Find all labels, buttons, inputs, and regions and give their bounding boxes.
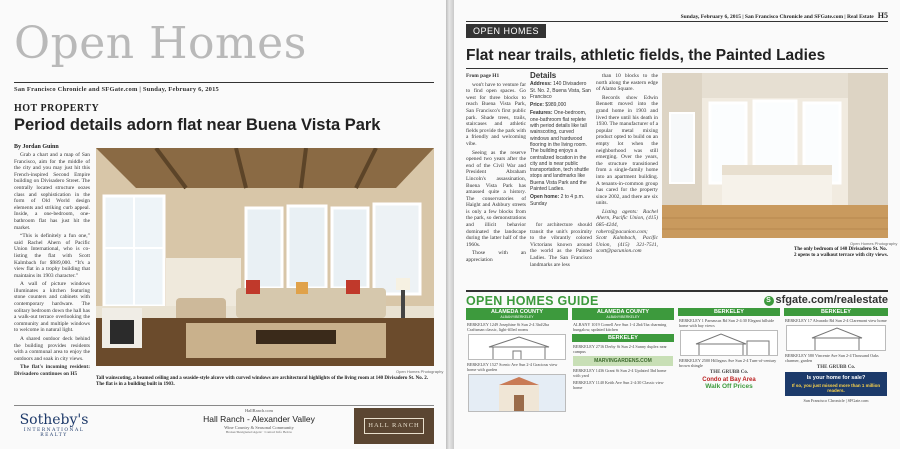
running-header-text: Sunday, February 6, 2015 | San Francisco Chronicle and SFGate.com | Real Estate <box>680 14 874 20</box>
page-gutter <box>446 0 454 449</box>
section-box: OPEN HOMES <box>466 24 546 38</box>
listing-item: BERKELEY 1 Parnassus Rd Sun 2-4:30 Elegant hillside home with bay views <box>679 318 775 328</box>
listing-column <box>678 308 780 449</box>
masthead-rule <box>14 82 434 83</box>
listings-grid <box>466 308 888 449</box>
bedroom-photo <box>662 73 888 238</box>
right-page <box>454 0 900 449</box>
section-title: Open Homes <box>14 18 307 69</box>
listing-column <box>572 308 674 449</box>
jump-from: From page H1 <box>466 73 500 79</box>
hall-ranch-ad <box>174 408 344 434</box>
ad-footer: San Francisco Chronicle | SFGate.com <box>803 398 869 403</box>
condo-ad: Condo at Bay Area Walk Off Prices <box>702 377 756 390</box>
listing-item: ALBANY 1019 Cornell Ave Sun 1-4 2bd/1ba charming bungalow, updated kitchen <box>573 322 667 332</box>
running-header <box>454 8 900 20</box>
house-sketch <box>468 334 566 360</box>
article-column-1 <box>466 73 526 281</box>
paragraph: for architecture should transit the unit's proximity to the vibrantly colored Victorians known around the world as the Painted Ladies. The San Francisco landmarks are less <box>530 222 592 268</box>
living-room-photo <box>96 148 434 366</box>
details-box <box>530 73 592 223</box>
headline: Period details adorn flat near Buena Vista Park <box>14 116 381 134</box>
article-body <box>14 152 90 428</box>
house-sketch <box>786 325 886 351</box>
listing-item: BERKELEY 1436 Grant St Sun 2-4 Updated 3bd home with yard <box>573 368 667 378</box>
sothebys-logo <box>14 412 94 438</box>
header-rule <box>466 21 888 22</box>
ad-website: HallRanch.com <box>244 408 274 413</box>
listing-agents: Listing agents: Rachel Ahern, Pacific Union, (415) 685-4244, rahern@pacunion.com; Scott Kalmbach, Pacific Union, (415) 321-7511, scott@pacunion.com <box>596 208 658 255</box>
details-heading: Details <box>530 71 557 80</box>
grubb-brand: THE GRUBB Co. <box>816 365 856 370</box>
listing-item: BERKELEY 2500 Hillegass Ave Sun 2-4 Turn-of-century brown shingle <box>679 358 777 368</box>
details-open-home: Open home: 2 to 4 p.m. Sunday <box>530 194 585 207</box>
listing-item: BERKELEY 1140 Keith Ave Sun 2-4:30 Classic view home <box>573 380 664 390</box>
details-features: Features: One-bedroom, one-bathroom flat replete with period details like tall wainscoting, curved windows and hardwood flooring in the living room. The building enjoys a centralized location in the city and is near public transportation, tech shuttle stops and landmarks like Buena Vista Park and the Painted Ladies. <box>530 110 589 193</box>
county-header: ALAMEDA COUNTY ALBANY/BERKELEY <box>572 308 674 320</box>
left-page <box>0 0 446 449</box>
paragraph: A shared outdoor deck behind the building provides residents with a communal area to enjoy the outdoors and soak in city views. <box>14 336 90 362</box>
ad-subtitle: Wine Country & Seasonal Community <box>224 425 294 430</box>
building-photo <box>468 374 566 412</box>
open-homes-guide-header <box>466 290 888 306</box>
sothebys-name: Sotheby's <box>19 412 89 428</box>
photo-caption: Tall wainscoting, a beamed ceiling and a seaside-style alcove with curved windows are architectural highlights of the living room at 140 Divisadero St. No. 2. The flat is in a building built in 1903. <box>96 376 428 387</box>
details-address: Address: 140 Divisadero St. No. 2, Buena Vista, San Francisco <box>530 81 591 100</box>
headline-rule <box>466 68 888 69</box>
grubb-brand: THE GRUBB Co. <box>709 370 749 375</box>
page-number: H5 <box>877 11 888 20</box>
ad-contacts: Broker/Designated Agent · Contact Info Below <box>225 430 293 434</box>
marvin-gardens-ad: MARVINGARDENS.COM <box>573 356 673 366</box>
jump-line: The flat's incoming resident: Divisadero continues on H5 <box>14 364 90 377</box>
county-header: BERKELEY <box>678 308 780 316</box>
paragraph: “This is definitely a fun one,” said Rachel Ahern of Pacific Union International, who is co-listing the flat with Scott Kalmbach for $989,000. “It's a view flat in a trophy building that maintains its 1903 character.” <box>14 233 90 279</box>
sfgate-logo-icon: S <box>764 296 774 306</box>
hall-ranch-sign: HALL RANCH <box>364 418 424 434</box>
advertisement-row <box>14 405 434 445</box>
living-room-illustration <box>96 148 434 366</box>
listing-item: BERKELEY 1249 Josephine St Sun 2-4 3bd/2ba Craftsman classic, light-filled rooms <box>467 322 549 332</box>
paragraph: Grab a chart and a map of San Francisco, aim for the middle of the city and you may just hit this French-inspired Second Empire building on Divisadero Street. The centrally located structure oozes class and sophistication in the form of Old World design elements and striking curb appeal. Inside, a one-bedroom, one-bathroom flat has just hit the market. <box>14 152 90 231</box>
headline: Flat near trails, athletic fields, the Painted Ladies <box>466 47 826 64</box>
sothebys-sub: INTERNATIONAL REALTY <box>23 428 85 438</box>
guide-title: OPEN HOMES GUIDE <box>466 294 599 308</box>
listing-column <box>784 308 888 449</box>
listing-item: BERKELEY 17 Alvarado Rd Sun 2-4 Claremont view home <box>785 318 887 323</box>
section-tag: HOT PROPERTY <box>14 103 100 114</box>
masthead: San Francisco Chronicle and SFGate.com | Sunday, February 6, 2015 <box>14 86 219 93</box>
article-column-3 <box>596 73 658 283</box>
county-header: BERKELEY <box>784 308 888 316</box>
details-price: Price: $989,000 <box>530 102 567 109</box>
byline: By Jordan Guinn <box>14 144 59 150</box>
ad-title: Hall Ranch - Alexander Valley <box>203 414 315 424</box>
listing-item: BERKELEY 580 Vincente Ave Sun 2-4 Thousand Oaks charmer, garden <box>785 353 879 363</box>
paragraph: Records show Edwin Bennett moved into the grand home in 1903 and lived there until his death in 1930. The manufacturer of a popular metal mixing product opted to build on an empty lot when the neighborhood was still emerging. Over the years, the structure transitioned from a single-family home into an apartment building. A tenants-in-common group has cared for the property since 2002, and there are six units. <box>596 94 658 207</box>
paragraph: Seeing as the reserve opened two years after the end of the Civil War and President Abraham Lincoln's assassination, Buena Vista Park has amassed quite a history. The conservatories of Haight and Ashbury streets is only a few blocks from the park, so demonstrations and illicit behavior dominated the landscape during the latter half of the 1960s. <box>466 149 526 248</box>
paragraph: than 10 blocks to the north along the eastern edge of Alamo Square. <box>596 73 658 93</box>
paragraph: A wall of picture windows illuminates a kitchen featuring stone counters and cabinets with contemporary hardware. The solitary bedroom down the hall has a walk-out terrace overlooking the community and multiple windows to welcome in natural light. <box>14 281 90 334</box>
county-header: ALAMEDA COUNTY ALBANY/BERKELEY <box>466 308 568 320</box>
paragraph: Those with an appreciation <box>466 250 526 264</box>
paragraph: won't have to venture far to find open spaces. Go west for three blocks to reach Buena Vista Park, San Francisco's first public park. Shade trees, trails, staircases and athletic fields provide the park with a friendly and welcoming vibe. <box>466 81 526 147</box>
listing-item: BERKELEY 2716 Derby St Sun 2-4 Sunny duplex near campus <box>573 344 667 354</box>
home-for-sale-ad: Is your home for sale? If so, you just missed more than 1 million readers. <box>785 372 887 396</box>
listing-column <box>466 308 568 449</box>
guide-url: S sfgate.com/realestate <box>764 294 889 306</box>
article-column-2 <box>530 222 592 282</box>
hall-ranch-photo <box>354 408 434 444</box>
listing-item: BERKELEY 1527 Scenic Ave Sun 2-4 Gracious view home with garden <box>467 362 558 372</box>
county-header: BERKELEY <box>572 334 674 342</box>
bedroom-illustration <box>662 73 888 238</box>
photo-caption: The only bedroom of 140 Divisadero St. No. 2 opens to a walkout terrace with city views. <box>794 247 889 258</box>
photo-credit: Open Homes Photography <box>396 369 444 374</box>
house-sketch <box>680 330 778 356</box>
photo-credit: Open Homes Photography <box>850 241 898 246</box>
